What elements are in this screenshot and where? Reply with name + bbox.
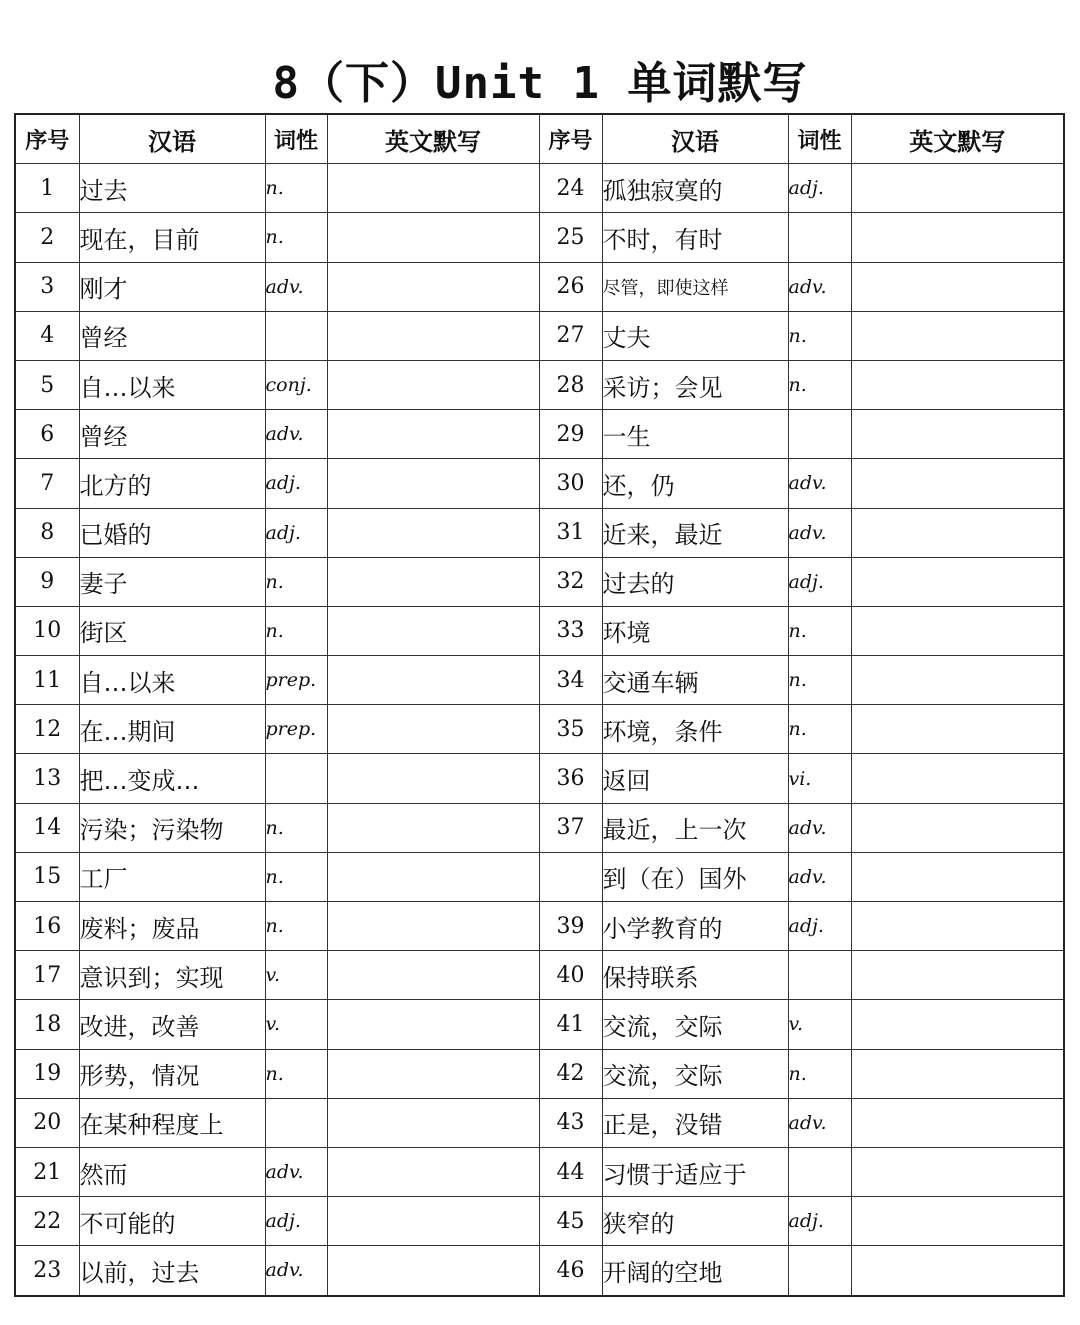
table-row	[15, 508, 1064, 557]
part-of-speech: n.	[788, 656, 851, 705]
english-answer-cell[interactable]	[327, 606, 539, 655]
table-row	[15, 1098, 1064, 1147]
part-of-speech	[265, 1098, 327, 1147]
english-answer-cell[interactable]	[327, 902, 539, 951]
chinese-meaning: 在某种程度上	[79, 1098, 265, 1147]
header-chinese-left: 汉语	[79, 114, 265, 164]
chinese-meaning: 废料；废品	[79, 902, 265, 951]
chinese-meaning: 交通车辆	[602, 656, 788, 705]
header-pos-left: 词性	[265, 114, 327, 164]
row-number: 11	[15, 656, 79, 705]
english-answer-cell[interactable]	[851, 1147, 1064, 1196]
table-row	[15, 754, 1064, 803]
table-row	[15, 262, 1064, 311]
row-number: 42	[539, 1049, 602, 1098]
row-number: 17	[15, 951, 79, 1000]
row-number: 4	[15, 311, 79, 360]
chinese-meaning: 保持联系	[602, 951, 788, 1000]
row-number: 7	[15, 459, 79, 508]
english-answer-cell[interactable]	[851, 852, 1064, 901]
row-number: 12	[15, 705, 79, 754]
english-answer-cell[interactable]	[327, 508, 539, 557]
row-number: 5	[15, 360, 79, 409]
row-number: 1	[15, 164, 79, 213]
part-of-speech: adv.	[265, 262, 327, 311]
row-number: 37	[539, 803, 602, 852]
english-answer-cell[interactable]	[851, 1246, 1064, 1296]
row-number: 33	[539, 606, 602, 655]
part-of-speech: adj.	[788, 557, 851, 606]
english-answer-cell[interactable]	[851, 213, 1064, 262]
english-answer-cell[interactable]	[327, 754, 539, 803]
row-number: 44	[539, 1147, 602, 1196]
table-row	[15, 164, 1064, 213]
english-answer-cell[interactable]	[327, 311, 539, 360]
table-row	[15, 951, 1064, 1000]
english-answer-cell[interactable]	[327, 410, 539, 459]
row-number: 3	[15, 262, 79, 311]
part-of-speech: adv.	[788, 852, 851, 901]
chinese-meaning: 一生	[602, 410, 788, 459]
chinese-meaning: 环境，条件	[602, 705, 788, 754]
english-answer-cell[interactable]	[851, 606, 1064, 655]
english-answer-cell[interactable]	[851, 754, 1064, 803]
row-number: 26	[539, 262, 602, 311]
part-of-speech: adv.	[788, 803, 851, 852]
row-number: 21	[15, 1147, 79, 1196]
chinese-meaning: 意识到；实现	[79, 951, 265, 1000]
row-number	[539, 852, 602, 901]
chinese-meaning: 污染；污染物	[79, 803, 265, 852]
row-number: 2	[15, 213, 79, 262]
chinese-meaning: 过去的	[602, 557, 788, 606]
chinese-meaning: 开阔的空地	[602, 1246, 788, 1296]
table-row	[15, 656, 1064, 705]
chinese-meaning: 小学教育的	[602, 902, 788, 951]
english-answer-cell[interactable]	[327, 262, 539, 311]
part-of-speech: adv.	[788, 508, 851, 557]
chinese-meaning: 正是，没错	[602, 1098, 788, 1147]
english-answer-cell[interactable]	[327, 705, 539, 754]
part-of-speech: n.	[265, 803, 327, 852]
row-number: 18	[15, 1000, 79, 1049]
part-of-speech: n.	[265, 606, 327, 655]
part-of-speech	[265, 754, 327, 803]
english-answer-cell[interactable]	[851, 803, 1064, 852]
part-of-speech: n.	[788, 311, 851, 360]
english-answer-cell[interactable]	[327, 360, 539, 409]
chinese-meaning: 曾经	[79, 410, 265, 459]
part-of-speech: n.	[788, 360, 851, 409]
chinese-meaning: 工厂	[79, 852, 265, 901]
english-answer-cell[interactable]	[327, 1147, 539, 1196]
row-number: 29	[539, 410, 602, 459]
table-row	[15, 557, 1064, 606]
header-num-left: 序号	[15, 114, 79, 164]
row-number: 24	[539, 164, 602, 213]
part-of-speech: adj.	[788, 1197, 851, 1246]
row-number: 46	[539, 1246, 602, 1296]
row-number: 45	[539, 1197, 602, 1246]
row-number: 13	[15, 754, 79, 803]
english-answer-cell[interactable]	[327, 1000, 539, 1049]
part-of-speech	[788, 1246, 851, 1296]
row-number: 28	[539, 360, 602, 409]
chinese-meaning: 街区	[79, 606, 265, 655]
english-answer-cell[interactable]	[851, 311, 1064, 360]
table-row	[15, 360, 1064, 409]
row-number: 34	[539, 656, 602, 705]
part-of-speech: adv.	[265, 410, 327, 459]
part-of-speech: n.	[788, 705, 851, 754]
chinese-meaning: 形势，情况	[79, 1049, 265, 1098]
chinese-meaning: 到（在）国外	[602, 852, 788, 901]
table-row	[15, 1246, 1064, 1296]
part-of-speech: n.	[265, 902, 327, 951]
part-of-speech: adj.	[788, 164, 851, 213]
chinese-meaning: 以前，过去	[79, 1246, 265, 1296]
chinese-meaning: 妻子	[79, 557, 265, 606]
part-of-speech	[788, 951, 851, 1000]
row-number: 14	[15, 803, 79, 852]
chinese-meaning: 不可能的	[79, 1197, 265, 1246]
chinese-meaning: 尽管，即使这样	[602, 262, 788, 311]
chinese-meaning: 自…以来	[79, 656, 265, 705]
part-of-speech: adv.	[788, 1098, 851, 1147]
row-number: 25	[539, 213, 602, 262]
english-answer-cell[interactable]	[851, 1049, 1064, 1098]
english-answer-cell[interactable]	[327, 164, 539, 213]
table-row	[15, 459, 1064, 508]
chinese-meaning: 返回	[602, 754, 788, 803]
english-answer-cell[interactable]	[851, 410, 1064, 459]
row-number: 36	[539, 754, 602, 803]
english-answer-cell[interactable]	[851, 508, 1064, 557]
part-of-speech: prep.	[265, 656, 327, 705]
chinese-meaning: 狭窄的	[602, 1197, 788, 1246]
table-row	[15, 1000, 1064, 1049]
table-row	[15, 902, 1064, 951]
chinese-meaning: 自…以来	[79, 360, 265, 409]
english-answer-cell[interactable]	[851, 705, 1064, 754]
header-pos-right: 词性	[788, 114, 851, 164]
table-row	[15, 410, 1064, 459]
part-of-speech: n.	[265, 557, 327, 606]
part-of-speech: prep.	[265, 705, 327, 754]
part-of-speech: n.	[265, 852, 327, 901]
part-of-speech: conj.	[265, 360, 327, 409]
english-answer-cell[interactable]	[327, 1049, 539, 1098]
row-number: 9	[15, 557, 79, 606]
part-of-speech: n.	[265, 164, 327, 213]
english-answer-cell[interactable]	[851, 1197, 1064, 1246]
english-answer-cell[interactable]	[851, 951, 1064, 1000]
chinese-meaning: 近来，最近	[602, 508, 788, 557]
header-row	[15, 114, 1064, 164]
chinese-meaning: 还，仍	[602, 459, 788, 508]
part-of-speech	[265, 311, 327, 360]
chinese-meaning: 交流，交际	[602, 1000, 788, 1049]
part-of-speech: adj.	[265, 1197, 327, 1246]
english-answer-cell[interactable]	[851, 902, 1064, 951]
header-english-left: 英文默写	[327, 114, 539, 164]
english-answer-cell[interactable]	[851, 557, 1064, 606]
row-number: 19	[15, 1049, 79, 1098]
part-of-speech: adv.	[265, 1246, 327, 1296]
table-row	[15, 606, 1064, 655]
chinese-meaning: 采访；会见	[602, 360, 788, 409]
part-of-speech: adv.	[265, 1147, 327, 1196]
header-num-right: 序号	[539, 114, 602, 164]
english-answer-cell[interactable]	[851, 1098, 1064, 1147]
english-answer-cell[interactable]	[851, 1000, 1064, 1049]
chinese-meaning: 在…期间	[79, 705, 265, 754]
english-answer-cell[interactable]	[851, 360, 1064, 409]
chinese-meaning: 现在，目前	[79, 213, 265, 262]
table-row	[15, 311, 1064, 360]
english-answer-cell[interactable]	[327, 557, 539, 606]
chinese-meaning: 不时，有时	[602, 213, 788, 262]
row-number: 23	[15, 1246, 79, 1296]
english-answer-cell[interactable]	[327, 852, 539, 901]
chinese-meaning: 交流，交际	[602, 1049, 788, 1098]
table-row	[15, 852, 1064, 901]
chinese-meaning: 曾经	[79, 311, 265, 360]
row-number: 31	[539, 508, 602, 557]
part-of-speech: n.	[788, 606, 851, 655]
row-number: 27	[539, 311, 602, 360]
row-number: 39	[539, 902, 602, 951]
worksheet-title: 8（下）Unit 1 单词默写	[272, 58, 808, 109]
chinese-meaning: 已婚的	[79, 508, 265, 557]
part-of-speech	[788, 410, 851, 459]
english-answer-cell[interactable]	[327, 459, 539, 508]
row-number: 15	[15, 852, 79, 901]
english-answer-cell[interactable]	[851, 164, 1064, 213]
chinese-meaning: 环境	[602, 606, 788, 655]
part-of-speech: adj.	[265, 459, 327, 508]
part-of-speech: adj.	[265, 508, 327, 557]
row-number: 22	[15, 1197, 79, 1246]
chinese-meaning: 习惯于适应于	[602, 1147, 788, 1196]
part-of-speech: adj.	[788, 902, 851, 951]
part-of-speech: n.	[265, 1049, 327, 1098]
chinese-meaning: 过去	[79, 164, 265, 213]
part-of-speech: n.	[788, 1049, 851, 1098]
part-of-speech: n.	[265, 213, 327, 262]
chinese-meaning: 丈夫	[602, 311, 788, 360]
english-answer-cell[interactable]	[851, 262, 1064, 311]
row-number: 8	[15, 508, 79, 557]
header-english-right: 英文默写	[851, 114, 1064, 164]
english-answer-cell[interactable]	[327, 656, 539, 705]
part-of-speech: adv.	[788, 262, 851, 311]
table-row	[15, 705, 1064, 754]
chinese-meaning: 然而	[79, 1147, 265, 1196]
english-answer-cell[interactable]	[327, 951, 539, 1000]
part-of-speech: adv.	[788, 459, 851, 508]
row-number: 35	[539, 705, 602, 754]
row-number: 6	[15, 410, 79, 459]
english-answer-cell[interactable]	[327, 1197, 539, 1246]
part-of-speech: v.	[265, 951, 327, 1000]
row-number: 16	[15, 902, 79, 951]
header-chinese-right: 汉语	[602, 114, 788, 164]
table-row	[15, 1147, 1064, 1196]
part-of-speech	[788, 213, 851, 262]
row-number: 43	[539, 1098, 602, 1147]
part-of-speech: v.	[788, 1000, 851, 1049]
row-number: 10	[15, 606, 79, 655]
chinese-meaning: 孤独寂寞的	[602, 164, 788, 213]
vocabulary-table	[14, 113, 1065, 1297]
chinese-meaning: 刚才	[79, 262, 265, 311]
part-of-speech: vi.	[788, 754, 851, 803]
row-number: 40	[539, 951, 602, 1000]
chinese-meaning: 改进，改善	[79, 1000, 265, 1049]
table-row	[15, 213, 1064, 262]
row-number: 30	[539, 459, 602, 508]
chinese-meaning: 最近，上一次	[602, 803, 788, 852]
english-answer-cell[interactable]	[327, 1098, 539, 1147]
table-row	[15, 1049, 1064, 1098]
table-row	[15, 803, 1064, 852]
part-of-speech	[788, 1147, 851, 1196]
row-number: 20	[15, 1098, 79, 1147]
table-row	[15, 1197, 1064, 1246]
english-answer-cell[interactable]	[851, 459, 1064, 508]
english-answer-cell[interactable]	[327, 1246, 539, 1296]
row-number: 32	[539, 557, 602, 606]
chinese-meaning: 北方的	[79, 459, 265, 508]
english-answer-cell[interactable]	[327, 213, 539, 262]
chinese-meaning: 把…变成…	[79, 754, 265, 803]
row-number: 41	[539, 1000, 602, 1049]
english-answer-cell[interactable]	[327, 803, 539, 852]
part-of-speech: v.	[265, 1000, 327, 1049]
english-answer-cell[interactable]	[851, 656, 1064, 705]
